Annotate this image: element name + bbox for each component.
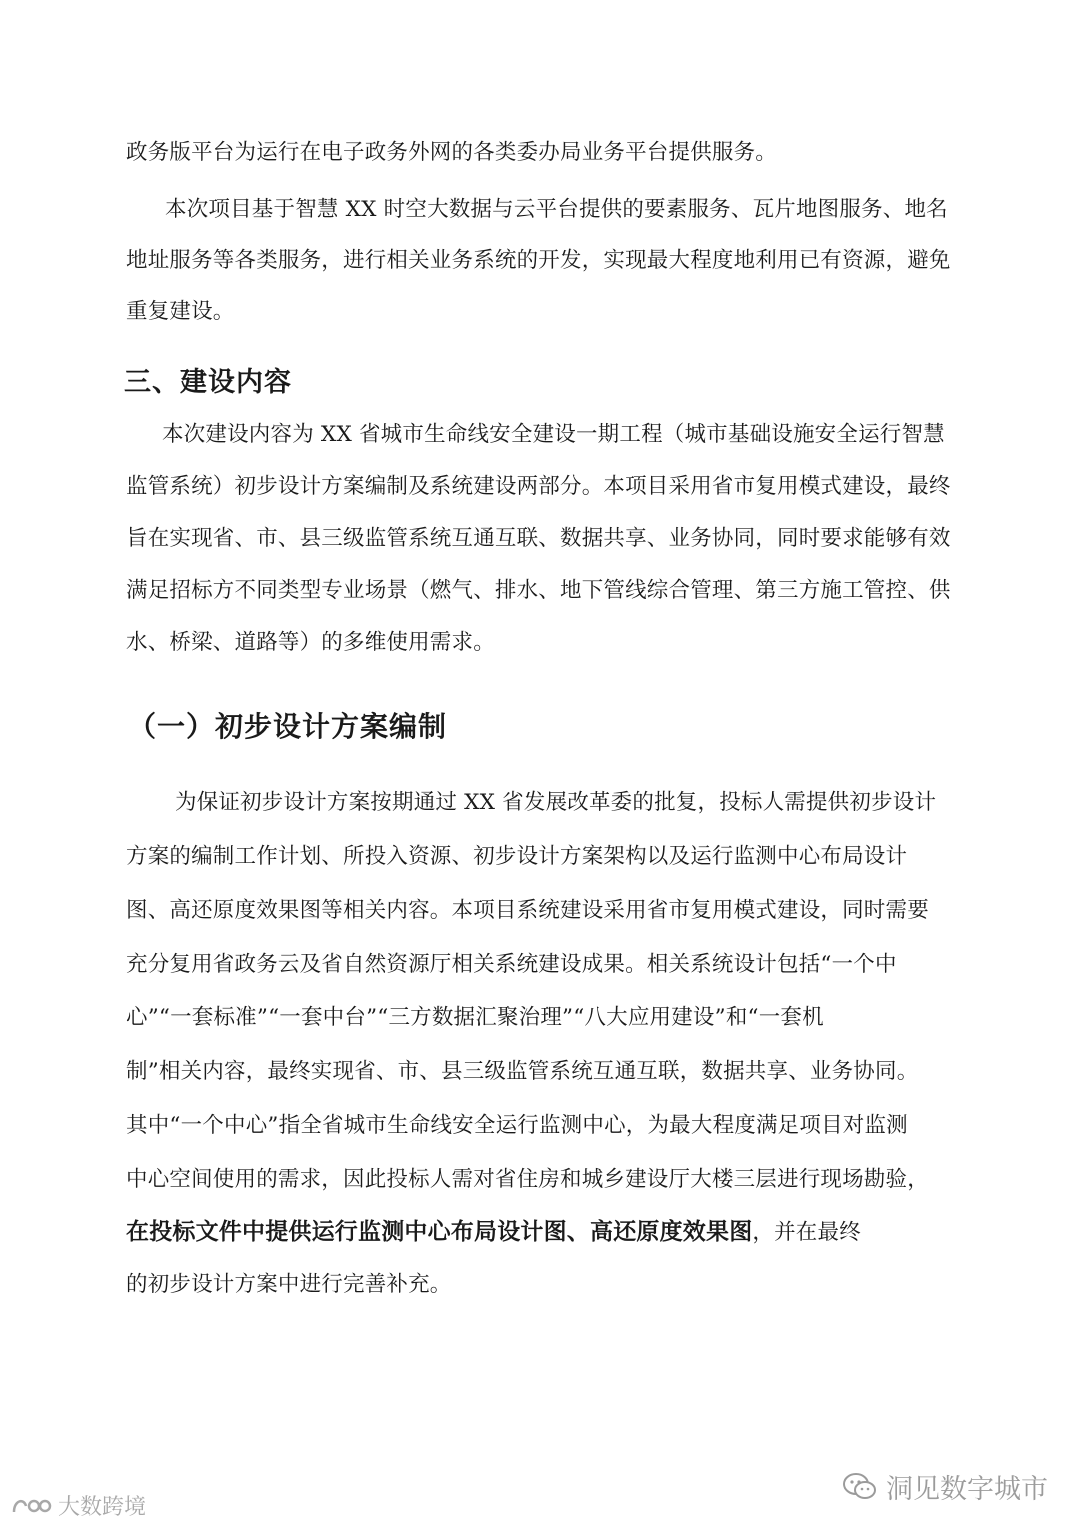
subsection-line-9: [126, 1217, 861, 1248]
brand-logo-icon: [10, 1494, 52, 1518]
subsection-line-6: 制”相关内容，最终实现省、市、县三级监管系统互通互联，数据共享、业务协同。: [126, 1059, 919, 1084]
section3-line-1: 本次建设内容为 XX 省城市生命线安全建设一期工程（城市基础设施安全运行智慧: [162, 422, 945, 447]
watermark-left: [10, 1490, 146, 1521]
section-heading: 三、建设内容: [124, 367, 292, 398]
emphasis-text: 在投标文件中提供运行监测中心布局设计图、高还原度效果图: [126, 1219, 753, 1245]
subsection-line-4: 充分复用省政务云及省自然资源厅相关系统建设成果。相关系统设计包括“一个中: [126, 952, 897, 977]
section3-line-2: 监管系统）初步设计方案编制及系统建设两部分。本项目采用省市复用模式建设，最终: [126, 474, 951, 499]
subsection-heading: （一）初步设计方案编制: [128, 710, 448, 743]
section3-line-3: 旨在实现省、市、县三级监管系统互通互联、数据共享、业务协同，同时要求能够有效: [126, 526, 951, 551]
intro-line-1: 政务版平台为运行在电子政务外网的各类委办局业务平台提供服务。: [126, 140, 778, 165]
section3-line-4: 满足招标方不同类型专业场景（燃气、排水、地下管线综合管理、第三方施工管控、供: [126, 578, 951, 603]
subsection-line-3: 图、高还原度效果图等相关内容。本项目系统建设采用省市复用模式建设，同时需要: [126, 898, 929, 923]
watermark-left-text: 大数跨境: [58, 1495, 147, 1520]
watermark-right-text: 洞见数字城市: [886, 1474, 1048, 1505]
subsection-line-8: 中心空间使用的需求，因此投标人需对省住房和城乡建设厅大楼三层进行现场勘验，: [126, 1167, 929, 1192]
subsection-line-5: 心”“一套标准”“一套中台”“三方数据汇聚治理”“八大应用建设”和“一套机: [126, 1005, 824, 1030]
line-9-rest: ，并在最终: [752, 1220, 861, 1245]
wechat-icon: [842, 1472, 878, 1502]
section3-line-5: 水、桥梁、道路等）的多维使用需求。: [126, 630, 495, 655]
subsection-line-10: 的初步设计方案中进行完善补充。: [126, 1272, 452, 1297]
watermark-right: [842, 1467, 1048, 1506]
subsection-line-1: 为保证初步设计方案按期通过 XX 省发展改革委的批复，投标人需提供初步设计: [175, 790, 937, 815]
subsection-line-2: 方案的编制工作计划、所投入资源、初步设计方案架构以及运行监测中心布局设计: [126, 844, 908, 869]
project-line-3: 重复建设。: [126, 299, 235, 324]
subsection-line-7: 其中“一个中心”指全省城市生命线安全运行监测中心，为最大程度满足项目对监测: [126, 1113, 908, 1138]
project-line-1: 本次项目基于智慧 XX 时空大数据与云平台提供的要素服务、瓦片地图服务、地名: [165, 197, 948, 222]
project-line-2: 地址服务等各类服务，进行相关业务系统的开发，实现最大程度地利用已有资源，避免: [126, 248, 951, 273]
